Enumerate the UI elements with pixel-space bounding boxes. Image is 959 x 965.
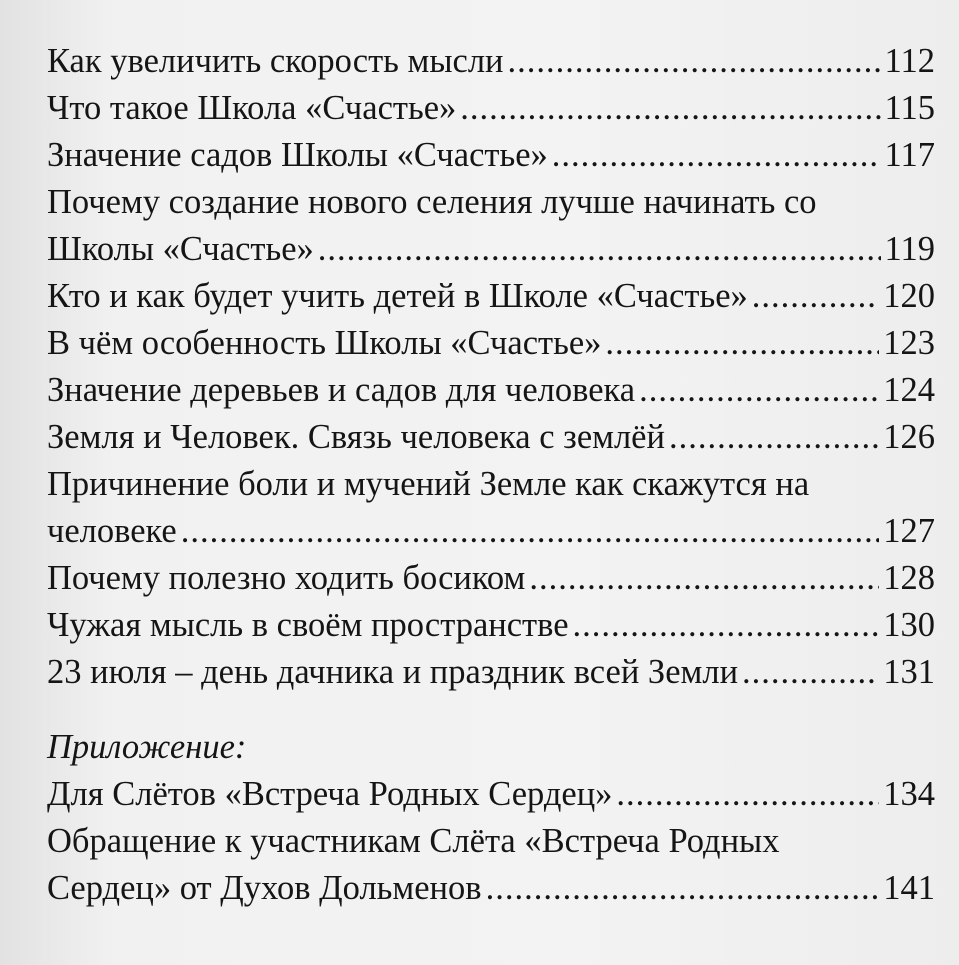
toc-entry-title: Значение деревьев и садов для человека	[47, 371, 636, 409]
dot-leader	[486, 865, 880, 912]
toc-entry	[47, 555, 935, 602]
toc-page-number: 134	[883, 775, 935, 813]
toc-entry-title: В чём особенность Школы «Счастье»	[47, 324, 602, 362]
toc-entry	[47, 132, 935, 179]
toc-entry-title: Как увеличить скорость мысли	[47, 42, 504, 80]
dot-leader	[529, 555, 879, 602]
dot-leader	[181, 508, 880, 555]
toc-entry	[47, 414, 935, 461]
toc-entry	[47, 771, 935, 818]
toc-entry	[47, 320, 935, 367]
toc-entry	[47, 367, 935, 414]
toc-page-number: 127	[883, 512, 935, 550]
dot-leader	[573, 602, 880, 649]
toc-entry-title: Обращение к участникам Слёта «Встреча Родных	[47, 822, 780, 860]
dot-leader	[669, 414, 879, 461]
dot-leader	[742, 649, 879, 696]
toc-entry-title-continued: Сердец» от Духов Дольменов	[47, 869, 482, 907]
table-of-contents	[47, 38, 935, 912]
toc-page-number: 141	[883, 869, 935, 907]
dot-leader	[552, 132, 881, 179]
toc-page-number: 123	[883, 324, 935, 362]
dot-leader	[616, 771, 879, 818]
toc-page-number: 126	[883, 418, 935, 456]
toc-entry-title-continued: человеке	[47, 512, 177, 550]
toc-entry	[47, 602, 935, 649]
toc-entry-title: Почему создание нового селения лучше начинать со	[47, 183, 817, 221]
toc-page-number: 130	[883, 606, 935, 644]
toc-entry-title: Причинение боли и мучений Земле как скажутся на	[47, 465, 810, 503]
toc-page-number: 120	[883, 277, 935, 315]
toc-entry	[47, 273, 935, 320]
dot-leader	[752, 273, 879, 320]
toc-page-number: 117	[884, 136, 935, 174]
toc-entry-title: Земля и Человек. Связь человека с землёй	[47, 418, 665, 456]
toc-page-number: 128	[883, 559, 935, 597]
toc-page-number: 131	[883, 653, 935, 691]
appendix-heading: Приложение:	[47, 728, 247, 766]
dot-leader	[508, 38, 881, 85]
toc-entry-title: Для Слётов «Встреча Родных Сердец»	[47, 775, 613, 813]
dot-leader	[639, 367, 879, 414]
toc-page-number: 115	[884, 89, 935, 127]
toc-entry-title: Почему полезно ходить босиком	[47, 559, 526, 597]
toc-entry-title: Кто и как будет учить детей в Школе «Счастье»	[47, 277, 748, 315]
toc-entry-title: Значение садов Школы «Счастье»	[47, 136, 548, 174]
toc-entry-title: Чужая мысль в своём пространстве	[47, 606, 569, 644]
toc-page-number: 124	[883, 371, 935, 409]
toc-entry	[47, 649, 935, 696]
dot-leader	[605, 320, 879, 367]
toc-entry-title: 23 июля – день дачника и праздник всей Земли	[47, 653, 739, 691]
toc-entry	[47, 85, 935, 132]
toc-entry-title-continued: Школы «Счастье»	[47, 230, 314, 268]
toc-entry	[47, 461, 935, 555]
toc-entry	[47, 179, 935, 273]
toc-page-number: 112	[884, 42, 935, 80]
dot-leader	[318, 226, 881, 273]
toc-entry	[47, 38, 935, 85]
toc-entry	[47, 818, 935, 912]
toc-entry-title: Что такое Школа «Счастье»	[47, 89, 457, 127]
dot-leader	[460, 85, 880, 132]
toc-page-number: 119	[884, 230, 935, 268]
